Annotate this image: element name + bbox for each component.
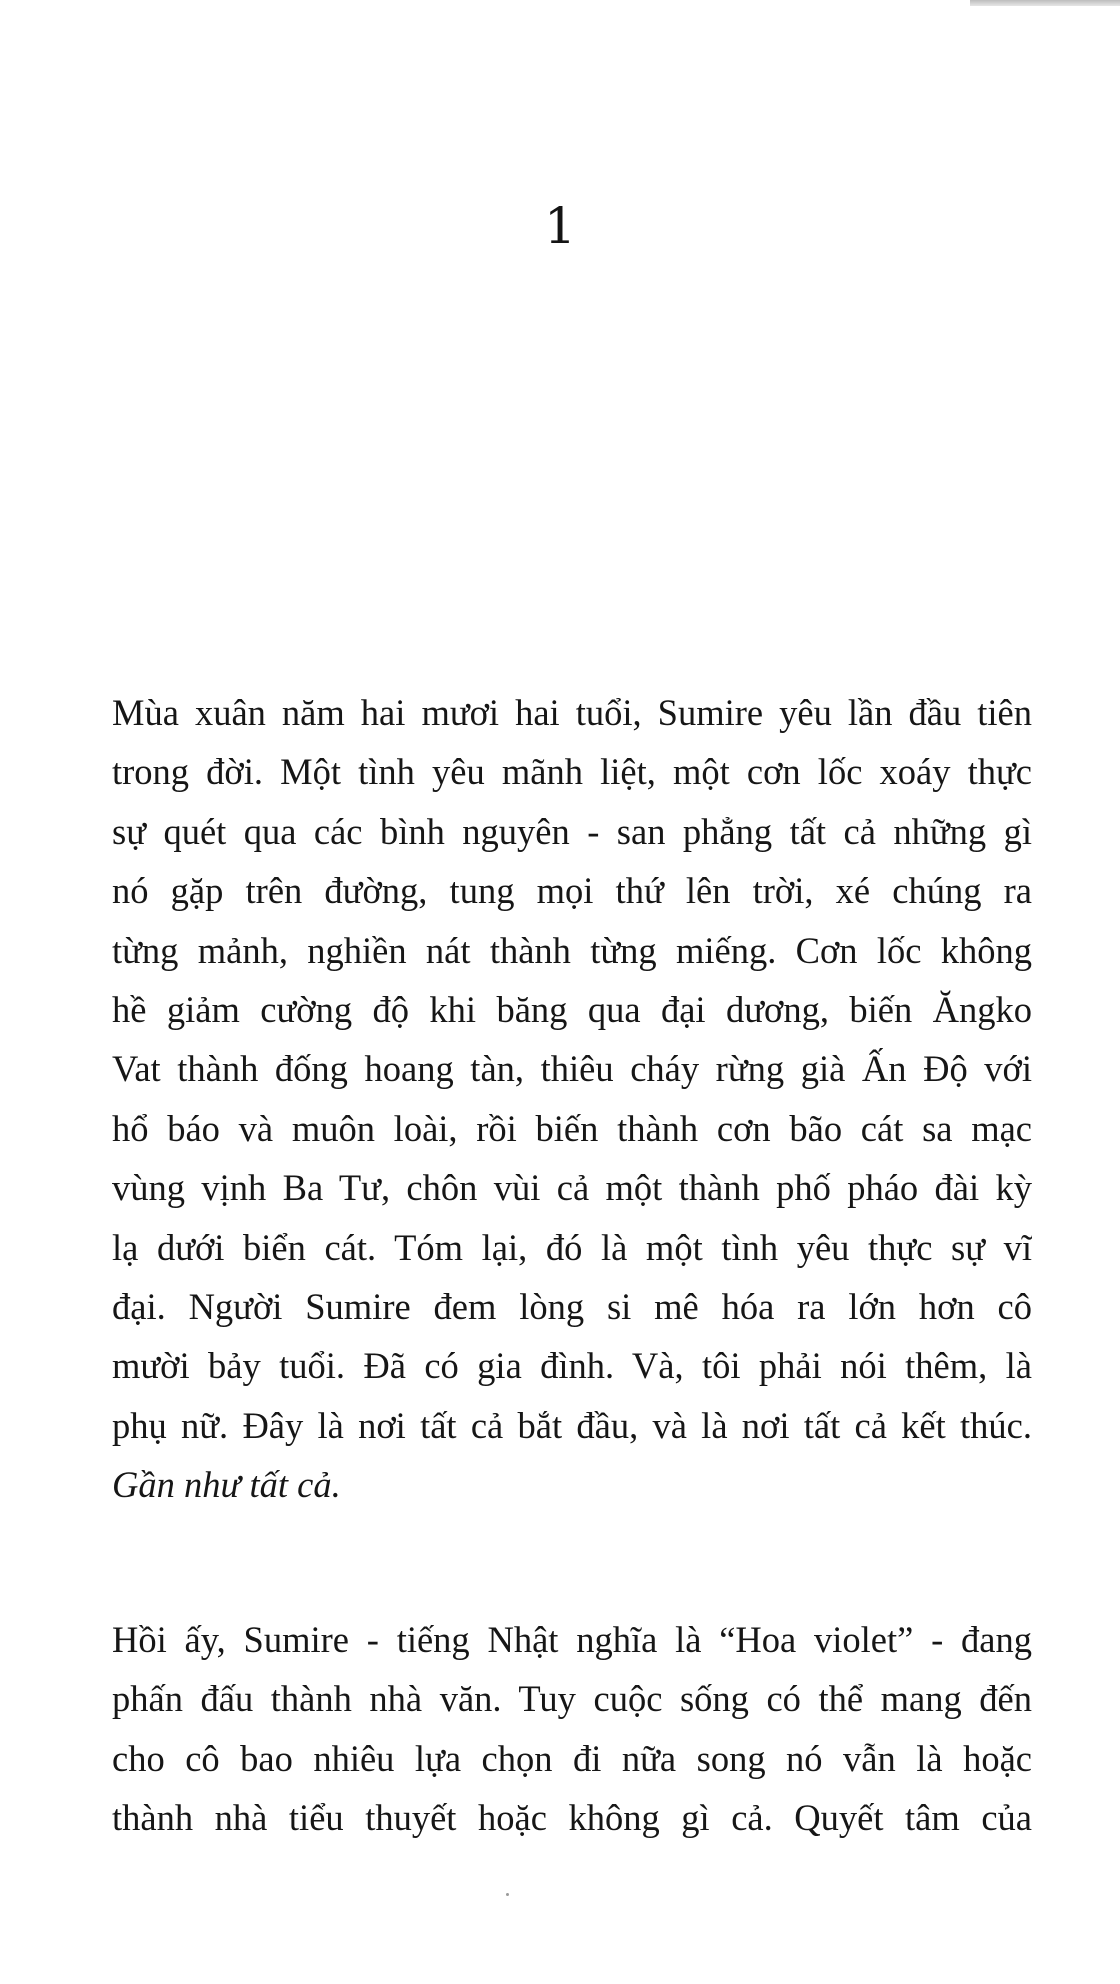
text-line: Mùa xuân năm hai mươi hai tuổi, Sumire yêu lần đầu tiên (112, 692, 1032, 733)
text-line: mười bảy tuổi. Đã có gia đình. Và, tôi phải nói thêm, là (112, 1345, 1032, 1387)
page-edge-shadow (970, 0, 1120, 6)
text-line: hổ báo và muôn loài, rồi biến thành cơn bão cát sa mạc (112, 1107, 1032, 1149)
paragraph-2 (112, 1610, 1032, 1848)
text-line: đại. Người Sumire đem lòng si mê hóa ra lớn hơn cô (112, 1285, 1032, 1327)
text-line: Hồi ấy, Sumire - tiếng Nhật nghĩa là “Hoa violet” - đang (112, 1619, 1032, 1660)
text-line: Vat thành đống hoang tàn, thiêu cháy rừng già Ấn Độ với (112, 1048, 1032, 1090)
text-line: nó gặp trên đường, tung mọi thứ lên trời, xé chúng ra (112, 870, 1032, 912)
text-line: phấn đấu thành nhà văn. Tuy cuộc sống có thể mang đến (112, 1678, 1032, 1720)
paper-speck (506, 1893, 509, 1896)
italic-closing-line: Gần như tất cả. (112, 1464, 341, 1506)
text-line: sự quét qua các bình nguyên - san phẳng tất cả những gì (112, 810, 1032, 852)
paragraph-1 (112, 683, 1032, 1514)
chapter-number: 1 (544, 197, 576, 255)
text-line: từng mảnh, nghiền nát thành từng miếng. Cơn lốc không (112, 929, 1032, 971)
text-line: thành nhà tiểu thuyết hoặc không gì cả. Quyết tâm của (112, 1797, 1032, 1839)
text-line: vùng vịnh Ba Tư, chôn vùi cả một thành phố pháo đài kỳ (112, 1167, 1032, 1209)
text-line: trong đời. Một tình yêu mãnh liệt, một cơn lốc xoáy thực (112, 751, 1032, 793)
text-line: phụ nữ. Đây là nơi tất cả bắt đầu, và là nơi tất cả kết thúc. (112, 1404, 1032, 1446)
text-line: hề giảm cường độ khi băng qua đại dương, biến Ăngko (112, 988, 1032, 1030)
text-line: cho cô bao nhiêu lựa chọn đi nữa song nó vẫn là hoặc (112, 1737, 1032, 1779)
text-line: lạ dưới biển cát. Tóm lại, đó là một tình yêu thực sự vĩ (112, 1226, 1032, 1268)
